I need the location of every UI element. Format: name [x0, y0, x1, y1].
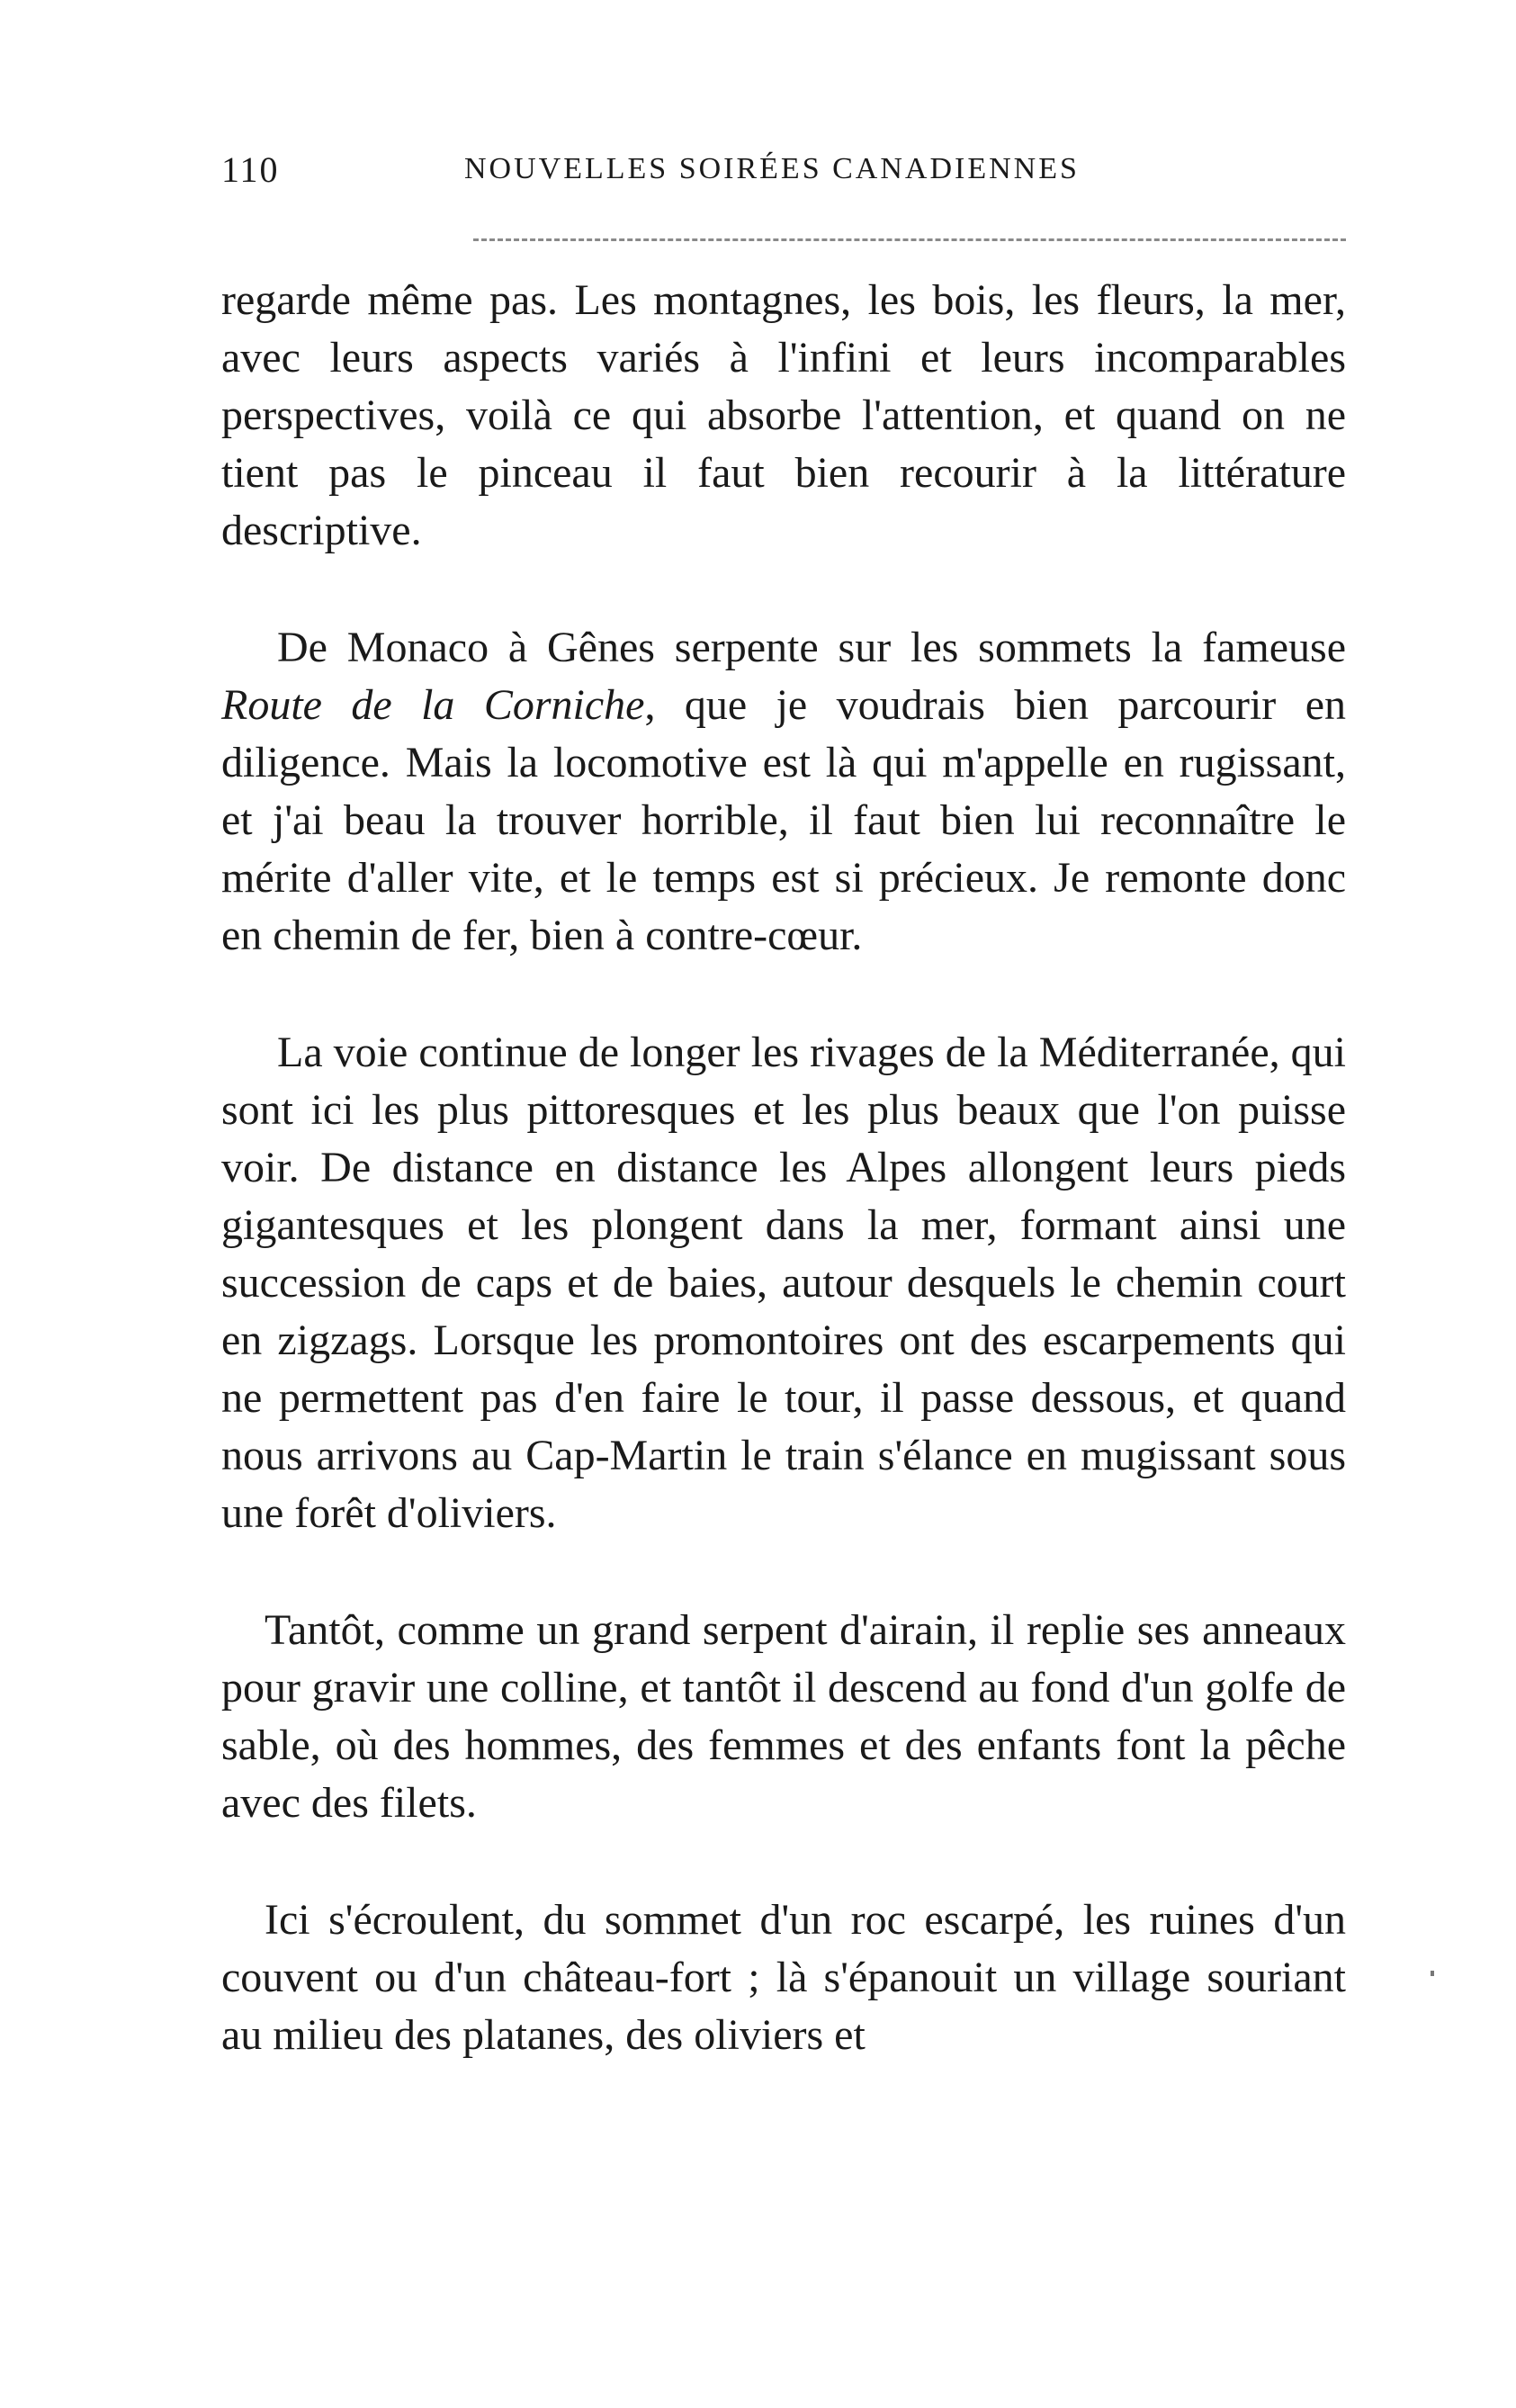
running-title: NOUVELLES SOIRÉES CANADIENNES [464, 152, 1080, 185]
paragraph-2-start: De Monaco à Gênes serpente sur les sommets la fameuse [277, 624, 1346, 671]
paragraph-2 [221, 619, 1346, 965]
paragraph-2-end: , que je voudrais bien parcourir en diligence. Mais la locomotive est là qui m'appelle en rugissant, et j'ai beau la trouver horrible, il faut bien lui reconnaître le mérite d'aller vite, et le temps est si précieux. Je remonte donc en chemin de fer, bien à contre-cœur. [221, 681, 1346, 959]
scan-speck [1431, 1971, 1434, 1976]
body-text [221, 272, 1346, 2064]
paragraph-5: Ici s'écroulent, du sommet d'un roc escarpé, les ruines d'un couvent ou d'un château-fort ; là s'épanouit un village souriant au milieu des platanes, des oliviers et [221, 1896, 1346, 2059]
paragraph-1: regarde même pas. Les montagnes, les bois, les fleurs, la mer, avec leurs aspects variés à l'infini et leurs incomparables perspectives, voilà ce qui absorbe l'attention, et quand on ne tient pas le pinceau il faut bien recourir à la littérature descriptive. [221, 276, 1346, 554]
page-number: 110 [221, 149, 280, 190]
paragraph-3: La voie continue de longer les rivages de la Méditerranée, qui sont ici les plus pittoresques et les plus beaux que l'on puisse voir. De distance en distance les Alpes allongent leurs pieds gigantesques et les plongent dans la mer, formant ainsi une succession de caps et de baies, autour desquels le chemin court en zigzags. Lorsque les promontoires ont des escarpements qui ne permettent pas d'en faire le tour, il passe dessous, et quand nous arrivons au Cap-Martin le train s'élance en mugissant sous une forêt d'oliviers. [221, 1029, 1346, 1537]
paragraph-4: Tantôt, comme un grand serpent d'airain, il replie ses anneaux pour gravir une colline, et tantôt il descend au fond d'un golfe de sable, où des hommes, des femmes et des enfants font la pêche avec des filets. [221, 1606, 1346, 1827]
running-head [221, 148, 1346, 202]
header-rule [473, 238, 1346, 241]
route-de-la-corniche-italic: Route de la Corniche [221, 681, 645, 729]
